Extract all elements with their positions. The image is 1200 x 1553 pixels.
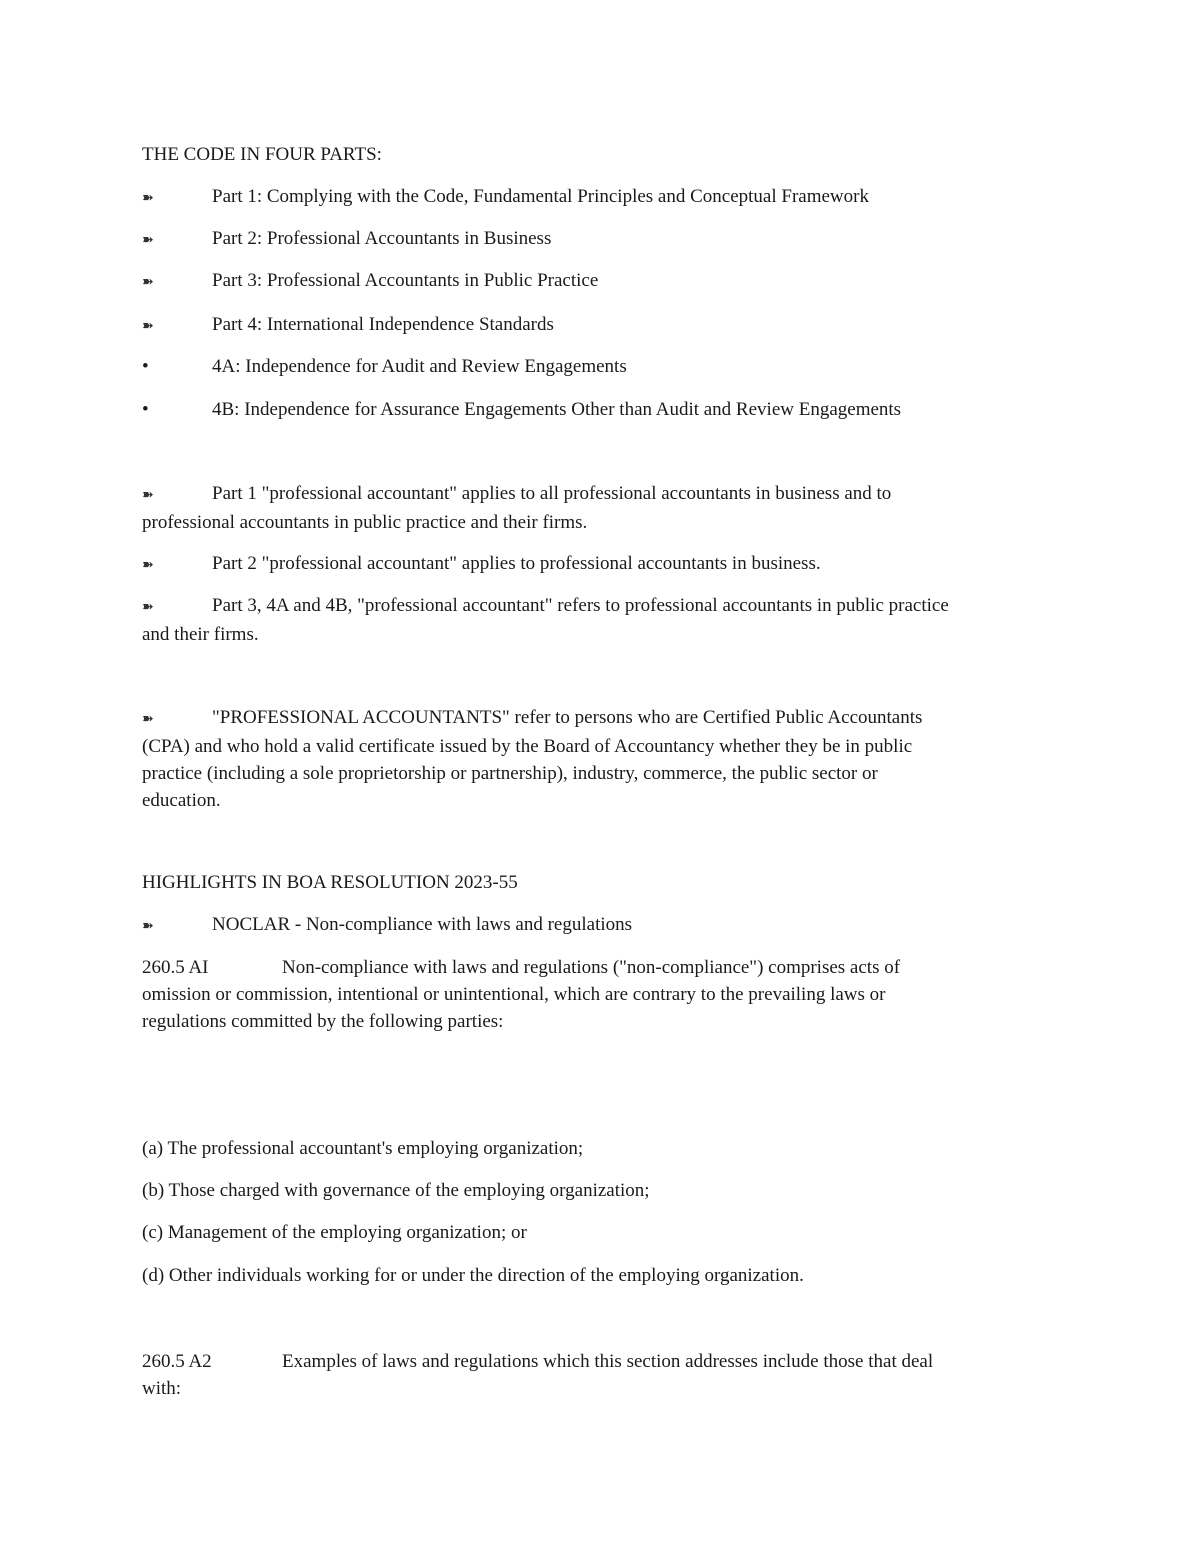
party-a: (a) The professional accountant's employing organization; — [142, 1138, 584, 1159]
dot-bullet-icon: • — [142, 399, 149, 420]
part-3-item: ➽ Part 3: Professional Accountants in Public Practice — [142, 267, 1057, 296]
part-2-item: ➽ Part 2: Professional Accountants in Business — [142, 225, 1057, 254]
noclar-item: ➽ NOCLAR - Non-compliance with laws and regulations — [142, 911, 1057, 940]
arrow-bullet-icon: ➽ — [142, 190, 154, 206]
arrow-bullet-icon: ➽ — [142, 599, 154, 615]
definition-part-1: ➽ Part 1 "professional accountant" applies to all professional accountants in business and to professional accountants in public practice and their firms. — [142, 483, 892, 533]
paragraph-260-5-a1: 260.5 AI Non-compliance with laws and regulations ("non-compliance") comprises acts of omission or commission, intentional or unintentional, which are contrary to the prevailing laws or regulations committed by the following parties: — [142, 954, 1057, 1035]
professional-accountants-definition: ➽ "PROFESSIONAL ACCOUNTANTS" refer to persons who are Certified Public Accountants (CPA) and who hold a valid certificate issued by the Board of Accountancy whether they be in public practice (including a sole proprietorship or partnership), industry, commerce, the public sector or education. — [142, 707, 923, 811]
heading-code-in-four-parts: THE CODE IN FOUR PARTS: — [142, 144, 382, 165]
arrow-bullet-icon: ➽ — [142, 557, 154, 573]
heading-highlights-boa-resolution: HIGHLIGHTS IN BOA RESOLUTION 2023-55 — [142, 872, 518, 893]
arrow-bullet-icon: ➽ — [142, 711, 154, 727]
definition-part-3: ➽ Part 3, 4A and 4B, "professional accountant" refers to professional accountants in public practice and their firms. — [142, 595, 949, 645]
part-1-item: ➽ Part 1: Complying with the Code, Fundamental Principles and Conceptual Framework — [142, 183, 1057, 212]
part-4a-item: • 4A: Independence for Audit and Review Engagements — [142, 353, 1057, 380]
section-reference: 260.5 A2 — [142, 1351, 212, 1372]
party-c: (c) Management of the employing organization; or — [142, 1222, 527, 1243]
arrow-bullet-icon: ➽ — [142, 487, 154, 503]
arrow-bullet-icon: ➽ — [142, 232, 154, 248]
party-d: (d) Other individuals working for or under the direction of the employing organization. — [142, 1265, 804, 1286]
dot-bullet-icon: • — [142, 356, 149, 377]
part-4-item: ➽ Part 4: International Independence Standards — [142, 311, 1057, 340]
party-b: (b) Those charged with governance of the employing organization; — [142, 1180, 650, 1201]
paragraph-260-5-a2: 260.5 A2 Examples of laws and regulations which this section addresses include those that deal with: — [142, 1348, 1057, 1402]
arrow-bullet-icon: ➽ — [142, 318, 154, 334]
arrow-bullet-icon: ➽ — [142, 274, 154, 290]
section-reference: 260.5 AI — [142, 957, 209, 978]
arrow-bullet-icon: ➽ — [142, 918, 154, 934]
definition-part-2: ➽ Part 2 "professional accountant" applies to professional accountants in business. — [142, 550, 1057, 579]
part-4b-item: • 4B: Independence for Assurance Engagements Other than Audit and Review Engagements — [142, 396, 1057, 423]
